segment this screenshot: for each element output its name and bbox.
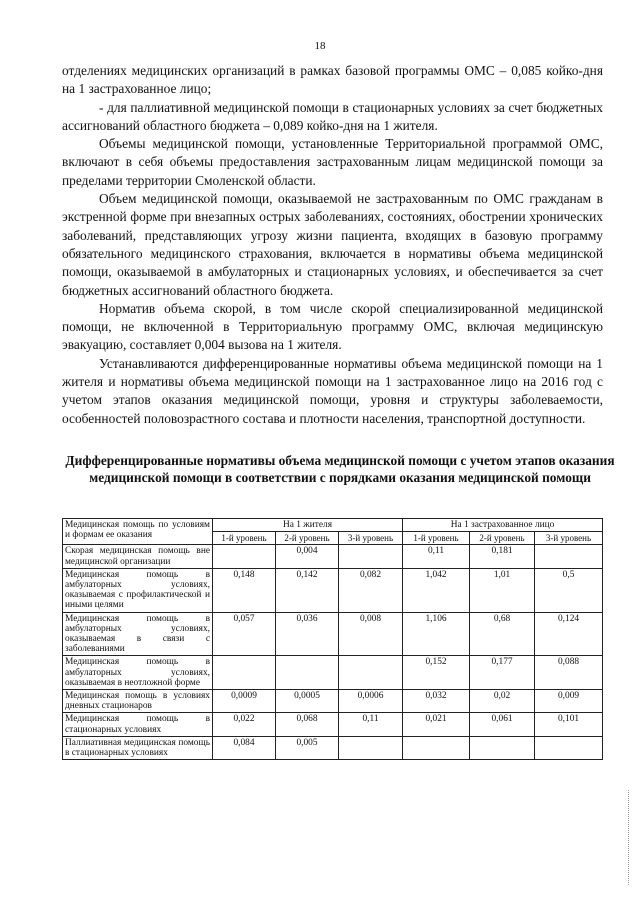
paragraph-palliative-norm: - для паллиативной медицинской помощи в стационарных условиях за счет бюджетных ассигнований областного бюджета – 0,089 койко-дня на 1 жителя. — [62, 99, 603, 133]
corner-header-cell: Медицинская помощь по условиям и формам ее оказания — [63, 519, 213, 545]
level-header-cell: 1-й уровень — [213, 532, 276, 545]
value-cell: 0,008 — [339, 612, 403, 656]
value-cell: 0,068 — [276, 713, 339, 736]
value-cell: 1,042 — [403, 568, 470, 612]
group-header-resident: На 1 жителя — [213, 519, 403, 532]
row-label-cell: Медицинская помощь в стационарных условиях — [63, 713, 213, 736]
paragraph-volumes-territorial: Объемы медицинской помощи, установленные Территориальной программой ОМС, включают в себя объемы предоставления застрахованным лицам медицинской помощи за пределами территории Смоленской области. — [62, 136, 603, 188]
level-header-cell: 3-й уровень — [535, 532, 603, 545]
value-cell: 0,0006 — [339, 690, 403, 713]
row-label-cell: Скорая медицинская помощь вне медицинской организации — [63, 545, 213, 568]
value-cell: 0,005 — [276, 736, 339, 759]
value-cell: 0,009 — [535, 690, 603, 713]
row-label-cell: Медицинская помощь в амбулаторных условиях, оказываемая в связи с заболеваниями — [63, 612, 213, 656]
value-cell: 0,021 — [403, 713, 470, 736]
table-row — [63, 545, 603, 568]
paragraph-continuation: отделениях медицинских организаций в рамках базовой программы ОМС – 0,085 койко-дня на 1 застрахованное лицо; — [62, 63, 603, 97]
value-cell: 0,68 — [470, 612, 535, 656]
value-cell: 0,11 — [339, 713, 403, 736]
value-cell: 0,061 — [470, 713, 535, 736]
table-row — [63, 656, 603, 690]
value-cell — [403, 736, 470, 759]
value-cell: 0,02 — [470, 690, 535, 713]
norms-table-body — [63, 519, 603, 760]
value-cell: 0,084 — [213, 736, 276, 759]
norms-table — [62, 518, 603, 760]
table-row — [63, 568, 603, 612]
value-cell: 0,088 — [535, 656, 603, 690]
table-row — [63, 690, 603, 713]
value-cell — [339, 656, 403, 690]
value-cell: 0,032 — [403, 690, 470, 713]
table-heading: Дифференцированные нормативы объема медицинской помощи с учетом этапов оказания медицинской помощи в соответствии с порядками оказания медицинской помощи — [65, 453, 615, 485]
value-cell — [276, 656, 339, 690]
value-cell — [535, 736, 603, 759]
value-cell — [213, 545, 276, 568]
level-header-cell: 2-й уровень — [276, 532, 339, 545]
value-cell: 0,022 — [213, 713, 276, 736]
table-header-row — [63, 519, 603, 532]
value-cell — [213, 656, 276, 690]
value-cell: 0,152 — [403, 656, 470, 690]
value-cell: 0,148 — [213, 568, 276, 612]
row-label-cell: Медицинская помощь в амбулаторных условиях, оказываемая в неотложной форме — [63, 656, 213, 690]
value-cell: 0,036 — [276, 612, 339, 656]
level-header-cell: 1-й уровень — [403, 532, 470, 545]
body-text — [62, 62, 603, 428]
value-cell: 0,142 — [276, 568, 339, 612]
level-header-cell: 3-й уровень — [339, 532, 403, 545]
value-cell: 0,177 — [470, 656, 535, 690]
level-header-cell: 2-й уровень — [470, 532, 535, 545]
value-cell — [339, 736, 403, 759]
value-cell: 0,181 — [470, 545, 535, 568]
table-row — [63, 713, 603, 736]
margin-scan-marks — [628, 790, 632, 885]
value-cell: 0,057 — [213, 612, 276, 656]
table-row — [63, 736, 603, 759]
paragraph-ambulance-norm: Норматив объема скорой, в том числе скорой специализированной медицинской помощи, не включенной в Территориальную программу ОМС, включая медицинскую эвакуацию, составляет 0,004 вызова на 1 жителя. — [62, 300, 603, 353]
value-cell: 0,004 — [276, 545, 339, 568]
value-cell — [339, 545, 403, 568]
page-number: 18 — [314, 40, 326, 52]
value-cell: 0,124 — [535, 612, 603, 656]
row-label-cell: Медицинская помощь в условиях дневных стационаров — [63, 690, 213, 713]
group-header-insured: На 1 застрахованное лицо — [403, 519, 603, 532]
value-cell: 0,0009 — [213, 690, 276, 713]
value-cell: 0,082 — [339, 568, 403, 612]
paragraph-uninsured-emergency: Объем медицинской помощи, оказываемой не застрахованным по ОМС гражданам в экстренной форме при внезапных острых заболеваниях, состояниях, обострении хронических заболеваний, представляющих угрозу жизни пациента, входящих в базовую программу обязательного медицинского страхования, включается в нормативы объема медицинской помощи, оказываемой в амбулаторных и стационарных условиях, и обеспечивается за счет бюджетных ассигнований областного бюджета. — [62, 191, 603, 298]
row-label-cell: Паллиативная медицинская помощь в стационарных условиях — [63, 736, 213, 759]
value-cell: 0,101 — [535, 713, 603, 736]
value-cell: 1,106 — [403, 612, 470, 656]
value-cell: 0,11 — [403, 545, 470, 568]
value-cell — [470, 736, 535, 759]
value-cell: 0,5 — [535, 568, 603, 612]
value-cell: 0,0005 — [276, 690, 339, 713]
value-cell — [535, 545, 603, 568]
value-cell: 1,01 — [470, 568, 535, 612]
row-label-cell: Медицинская помощь в амбулаторных условиях, оказываемая с профилактической и иными целями — [63, 568, 213, 612]
paragraph-differentiated-norms: Устанавливаются дифференцированные нормативы объема медицинской помощи на 1 жителя и нормативы объема медицинской помощи на 1 застрахованное лицо на 2016 год с учетом этапов оказания медицинской помощи, уровня и структуры заболеваемости, особенностей половозрастного состава и плотности населения, транспортной доступности. — [62, 355, 603, 426]
table-row — [63, 612, 603, 656]
